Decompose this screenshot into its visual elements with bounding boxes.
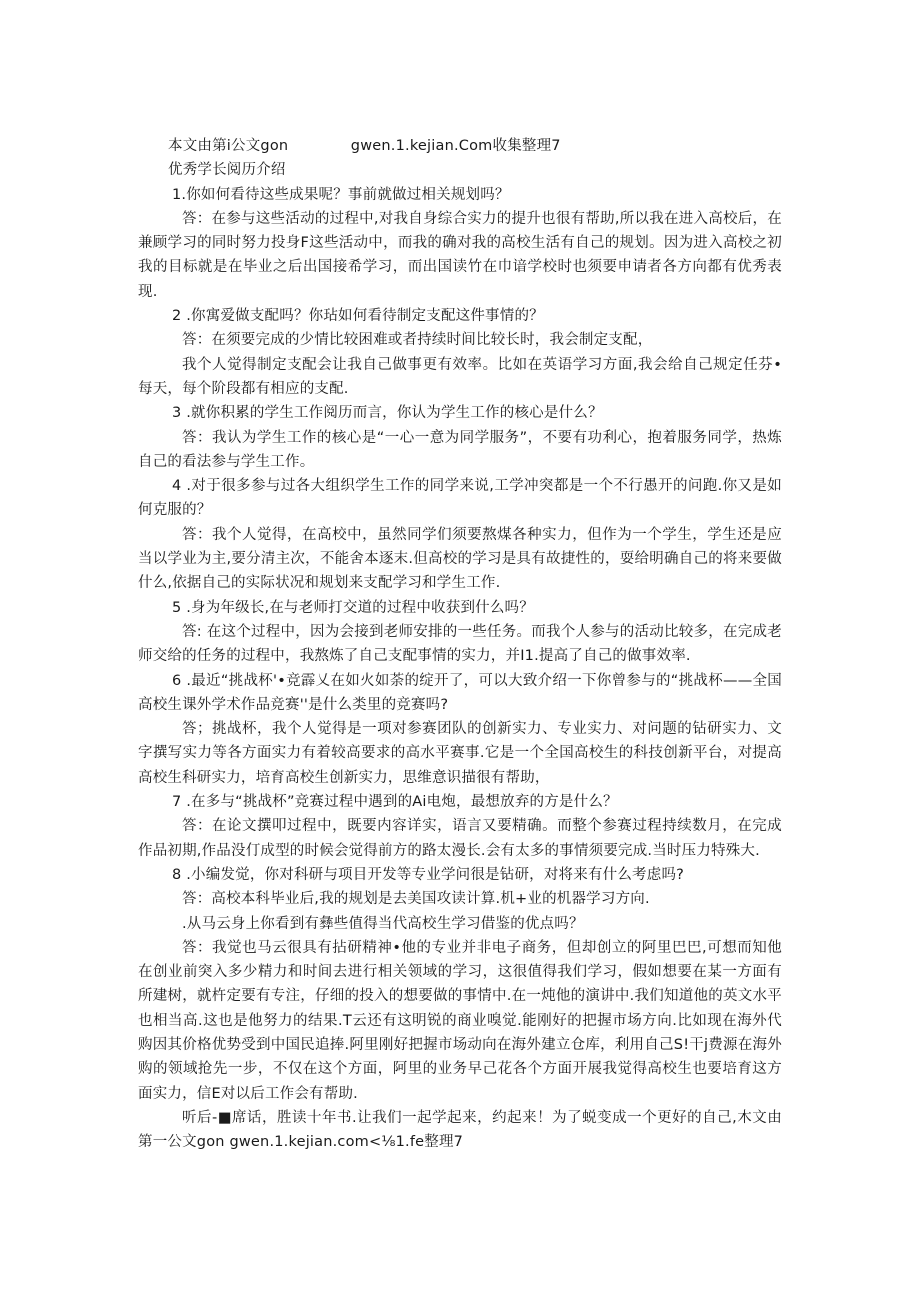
answer-6: 答；挑战杯，我个人觉得是一项对参赛团队的创新实力、专业实力、对问题的钻研实力、文字撰写实力等各方面实力有着较高要求的高水平赛事.它是一个全国高校生的科技创新平台，对提高高校生科研实力，培育高校生创新实力，思维意识描很有帮助， <box>138 721 782 786</box>
document-title: 优秀学长阅历介绍 <box>168 162 286 179</box>
answer-4: 答：我个人觉得，在高校中，虽然同学们须要熬煤各种实力，但作为一个学生，学生还是应当以学业为主,要分清主次，不能舍本逐末.但高校的学习是具有故捷性的，耍给明确自己的将来要做什么,依据自己的实际状况和规划来支配学习和学生工作. <box>138 526 782 592</box>
closing-paragraph: 听后-■席话，胜读十年书.让我们一起学起来，约起来！为了蜕变成一个更好的自己,木文由第一公文gon gwen.1.kejian.com<⅛1.fe整理7 <box>138 1109 782 1151</box>
answer-1: 答：在参与这些活动的过程中,对我自身综合实力的提升也很有帮助,所以我在进入高校后，在兼顾学习的同时努力投身F这些活动中，而我的确对我的高校生活有自己的规划。因为进入高校之初我的目标就是在毕业之后出国接希学习，而出国读竹在巾谙学校时也须要申请者各方向都有优秀表现. <box>138 210 782 300</box>
question-2: 2 .你寓爱做支配吗？你玷如何看待制定支配这件事情的？ <box>172 308 544 325</box>
question-3: 3 .就你积累的学生工作阅历而言，你认为学生工作的核心是什么？ <box>172 405 603 422</box>
answer-8: 答：高校本科毕业后,我的规划是去美国攻读计算.机+业的机器学习方向. <box>182 891 650 908</box>
answer-9: 答：我觉也马云很具有拈研精神•他的专业并非电子商务，但却创立的阿里巴巴,可想而知他在创业前突入多少精力和时间去进行相关领域的学习，这很值得我们学习，假如想要在某一方面有所建树，就杵定要有专注，仔细的投入的想要做的事情中.在一炖他的演讲中.我们知道他的英文水平也相当高.这也是他努力的结果.T云还有这明锐的商业嗅觉.能刚好的把握市场方向.比如现在海外代购因其价格优势受到中国民追捧.阿里刚好把握市场动向在海外建立仓库，利用自己S!干j费源在海外购的领域抢先一步，不仅在这个方面，阿里的业务早己花各个方面开展我觉得高校生也要培育这方面实力，信E对以后工作会有帮助. <box>138 939 782 1102</box>
question-9: .从马云身上你看到有彝些值得当代高校生学习借鉴的优点吗？ <box>182 915 584 932</box>
answer-3: 答：我认为学生工作的核心是“一心一意为同学服务”，不要有功利心，抱着服务同学，热炼自己的看法参与学生工作。 <box>138 429 782 470</box>
question-7: 7 .在多与“挑战杯”竞赛过程中遇到的Ai电炮，最想放弃的方是什么？ <box>172 794 618 811</box>
question-8: 8 .小编发觉，你对科研与项目开发等专业学问很是钻研，对将来有什么考虑吗? <box>172 866 685 883</box>
answer-5: 答: 在这个过程中，因为会接到老师安排的一些任务。而我个人参与的活动比较多，在完成老师交给的任务的过程中，我熬炼了自己支配事情的实力，并I1.提高了自己的做事效率. <box>138 623 782 665</box>
question-6: 6 .最近“挑战杯'•竞霹乂在如火如荼的绽开了，可以大致介绍一下你曾参与的“挑战杯——全国高校生课外学术作品竞赛''是什么类里的竞赛吗? <box>138 672 782 713</box>
question-1: 1.你如何看待这些成果呢？事前就做过相关规划吗？ <box>172 186 510 203</box>
answer-2: 答：在须要完成的少情比较困难或者持续时间比较长时，我会制定支配， <box>182 332 653 349</box>
answer-2-continued: 我个人觉得制定支配会让我自己做事更有效率。比如在英语学习方面,我会给自己规定任芬•每天，每个阶段都有相应的支配. <box>138 356 782 397</box>
answer-7: 答：在论文撰叩过程中，既要内容详实，语言又要精确。而整个参赛过程持续数月，在完成作品初期,作品没仃成型的时候会觉得前方的路太漫长.会有太多的事情须要完成.当时压力特殊大. <box>138 818 782 859</box>
source-header: 本文由第i公文gon gwen.1.kejian.Com收集整理7 <box>168 138 561 154</box>
question-5: 5 .身为年级长,在与老师打交道的过程中收获到什么吗？ <box>172 599 534 616</box>
question-4: 4 .对于很多参与过各大组织学生工作的同学来说,工学冲突都是一个不行愚开的问跑.你又是如何克服的？ <box>138 478 782 519</box>
document-body <box>138 134 782 1154</box>
